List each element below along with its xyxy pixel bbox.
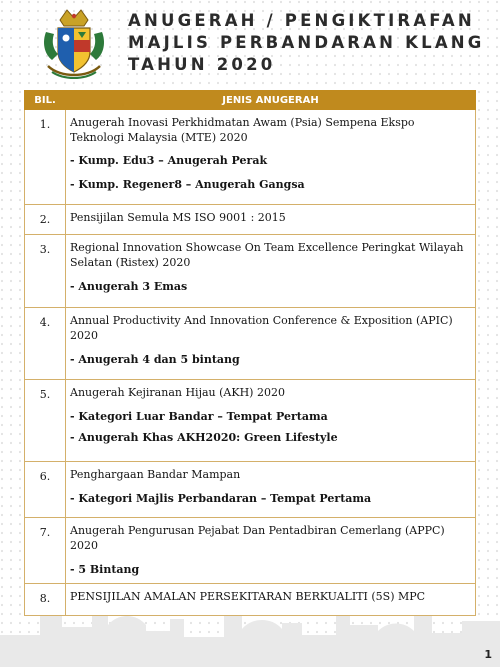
row-award bbox=[66, 110, 476, 205]
row-number: 7. bbox=[25, 518, 66, 584]
page-number: 1 bbox=[484, 648, 492, 661]
award-result: - 5 Bintang bbox=[70, 563, 140, 576]
award-result: - Kump. Edu3 – Anugerah Perak bbox=[70, 154, 268, 167]
title-line-2: MAJLIS PERBANDARAN KLANG bbox=[128, 33, 485, 52]
row-number: 6. bbox=[25, 462, 66, 518]
table-row bbox=[25, 380, 476, 462]
row-number: 2. bbox=[25, 205, 66, 235]
award-title: Anugerah Kejiranan Hijau (AKH) 2020 bbox=[70, 386, 285, 399]
row-number: 5. bbox=[25, 380, 66, 462]
page-title bbox=[128, 10, 485, 76]
awards-table bbox=[24, 90, 476, 616]
award-result: - Kategori Majlis Perbandaran – Tempat Pertama bbox=[70, 492, 372, 505]
table-row bbox=[25, 308, 476, 380]
award-title: Anugerah Pengurusan Pejabat Dan Pentadbiran Cemerlang (APPC) 2020 bbox=[70, 524, 445, 552]
award-result: - Anugerah 3 Emas bbox=[70, 280, 188, 293]
row-number: 3. bbox=[25, 235, 66, 308]
award-title: Regional Innovation Showcase On Team Excellence Peringkat Wilayah Selatan (Ristex) 2020 bbox=[70, 241, 464, 269]
table-row bbox=[25, 205, 476, 235]
page-header bbox=[0, 0, 500, 90]
award-title: Anugerah Inovasi Perkhidmatan Awam (Psia) Sempena Ekspo Teknologi Malaysia (MTE) 2020 bbox=[70, 116, 415, 144]
council-crest-logo bbox=[38, 8, 110, 82]
award-title: Penghargaan Bandar Mampan bbox=[70, 468, 241, 481]
header-number: BIL. bbox=[25, 91, 66, 110]
award-result: - Kump. Regener8 – Anugerah Gangsa bbox=[70, 178, 305, 191]
table-header-row bbox=[25, 91, 476, 110]
row-number: 1. bbox=[25, 110, 66, 205]
award-result: - Kategori Luar Bandar – Tempat Pertama bbox=[70, 410, 328, 423]
header-award-type: JENIS ANUGERAH bbox=[66, 91, 476, 110]
table-row bbox=[25, 110, 476, 205]
table-row bbox=[25, 584, 476, 616]
title-line-1: ANUGERAH / PENGIKTIRAFAN bbox=[128, 11, 475, 30]
row-award bbox=[66, 518, 476, 584]
row-number: 8. bbox=[25, 584, 66, 616]
award-result: - Anugerah 4 dan 5 bintang bbox=[70, 353, 240, 366]
row-number: 4. bbox=[25, 308, 66, 380]
award-title: PENSIJILAN AMALAN PERSEKITARAN BERKUALITI (5S) MPC bbox=[70, 590, 426, 603]
row-award bbox=[66, 308, 476, 380]
award-title: Pensijilan Semula MS ISO 9001 : 2015 bbox=[70, 211, 286, 224]
award-title: Annual Productivity And Innovation Conference & Exposition (APIC) 2020 bbox=[70, 314, 453, 342]
row-award bbox=[66, 205, 476, 235]
row-award bbox=[66, 462, 476, 518]
row-award bbox=[66, 235, 476, 308]
title-line-3: TAHUN 2020 bbox=[128, 55, 276, 74]
award-result: - Anugerah Khas AKH2020: Green Lifestyle bbox=[70, 431, 338, 444]
table-row bbox=[25, 235, 476, 308]
table-row bbox=[25, 462, 476, 518]
row-award bbox=[66, 584, 476, 616]
table-row bbox=[25, 518, 476, 584]
row-award bbox=[66, 380, 476, 462]
